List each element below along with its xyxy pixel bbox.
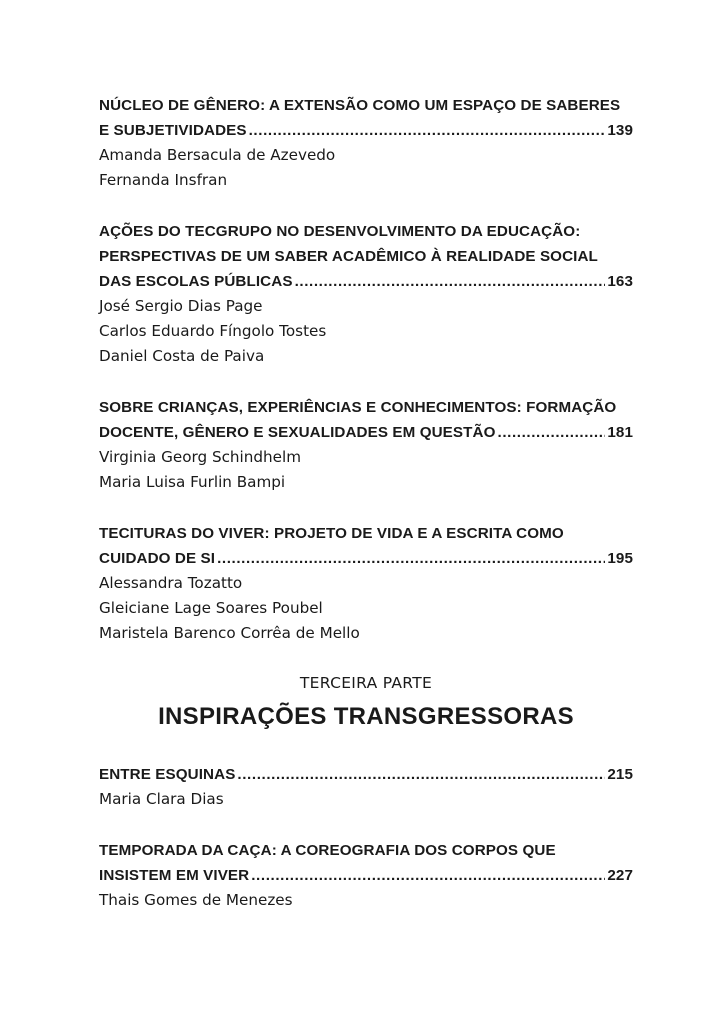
toc-entry[interactable]: [99, 219, 633, 369]
title-last-line: [99, 863, 633, 888]
author: Amanda Bersacula de Azevedo: [99, 146, 336, 164]
entry-title[interactable]: [99, 219, 633, 294]
entry-title[interactable]: [99, 838, 633, 888]
author: Fernanda Insfran: [99, 171, 228, 189]
author: Carlos Eduardo Fíngolo Tostes: [99, 322, 327, 340]
title-text: E SUBJETIVIDADES: [99, 122, 247, 139]
title-last-line: [99, 269, 633, 294]
author: José Sergio Dias Page: [99, 297, 263, 315]
part-label: TERCEIRA PARTE: [299, 674, 433, 692]
author: Daniel Costa de Paiva: [99, 347, 265, 365]
page-number: 227: [607, 867, 633, 884]
title-line: NÚCLEO DE GÊNERO: A EXTENSÃO COMO UM ESPAÇO DE SABERES: [99, 97, 621, 114]
title-text: DOCENTE, GÊNERO E SEXUALIDADES EM QUESTÃO: [99, 424, 496, 441]
author: Maria Luisa Furlin Bampi: [99, 473, 286, 491]
dot-leader: [295, 269, 606, 294]
title-line: TEMPORADA DA CAÇA: A COREOGRAFIA DOS CORPOS QUE: [99, 842, 556, 859]
author: Maria Clara Dias: [99, 790, 224, 808]
table-of-contents: [99, 93, 633, 939]
toc-entry[interactable]: [99, 521, 633, 646]
title-line: PERSPECTIVAS DE UM SABER ACADÊMICO À REALIDADE SOCIAL: [99, 248, 598, 265]
page-number: 195: [607, 550, 633, 567]
page-number: 163: [607, 273, 633, 290]
title-text: ENTRE ESQUINAS: [99, 766, 236, 783]
entry-title[interactable]: [99, 93, 633, 143]
toc-entry[interactable]: [99, 93, 633, 193]
page-number: 181: [607, 424, 633, 441]
author: Thais Gomes de Menezes: [99, 891, 293, 909]
title-last-line: [99, 118, 633, 143]
title-line: TECITURAS DO VIVER: PROJETO DE VIDA E A ESCRITA COMO: [99, 525, 564, 542]
title-text: CUIDADO DE SI: [99, 550, 216, 567]
toc-entry[interactable]: [99, 395, 633, 495]
author: Alessandra Tozatto: [99, 574, 243, 592]
title-last-line: [99, 762, 633, 787]
dot-leader: [237, 762, 605, 787]
page-number: 139: [607, 122, 633, 139]
title-line: SOBRE CRIANÇAS, EXPERIÊNCIAS E CONHECIMENTOS: FORMAÇÃO: [99, 399, 617, 416]
title-text: DAS ESCOLAS PÚBLICAS: [99, 273, 293, 290]
author: Virginia Georg Schindhelm: [99, 448, 302, 466]
part-header: [99, 672, 633, 734]
title-last-line: [99, 546, 633, 571]
author: Maristela Barenco Corrêa de Mello: [99, 624, 360, 642]
dot-leader: [498, 420, 606, 445]
title-text: INSISTEM EM VIVER: [99, 867, 250, 884]
toc-entry[interactable]: [99, 838, 633, 913]
entry-title[interactable]: [99, 395, 633, 445]
title-line: AÇÕES DO TECGRUPO NO DESENVOLVIMENTO DA EDUCAÇÃO:: [99, 223, 581, 240]
author: Gleiciane Lage Soares Poubel: [99, 599, 323, 617]
title-last-line: [99, 420, 633, 445]
dot-leader: [251, 863, 605, 888]
part-title: INSPIRAÇÕES TRANSGRESSORAS: [158, 703, 574, 730]
dot-leader: [217, 546, 605, 571]
page-number: 215: [607, 766, 633, 783]
toc-entry[interactable]: [99, 762, 633, 812]
dot-leader: [249, 118, 606, 143]
entry-title[interactable]: [99, 762, 633, 787]
entry-title[interactable]: [99, 521, 633, 571]
